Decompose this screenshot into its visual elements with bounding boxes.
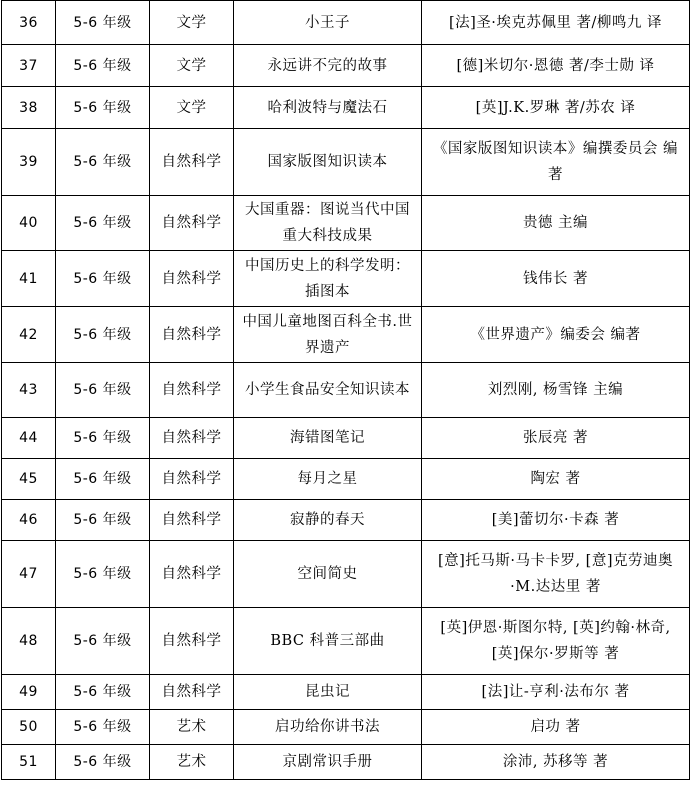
table-row xyxy=(2,251,690,307)
table-row xyxy=(2,541,690,608)
book-category: 文学 xyxy=(150,87,234,129)
book-number: 51 xyxy=(2,745,56,780)
book-title: 昆虫记 xyxy=(234,675,422,710)
book-grade: 5-6 年级 xyxy=(56,608,150,675)
book-grade: 5-6 年级 xyxy=(56,500,150,541)
book-category: 自然科学 xyxy=(150,129,234,196)
book-grade: 5-6 年级 xyxy=(56,1,150,45)
book-author: 贵德 主编 xyxy=(422,196,690,251)
book-category: 自然科学 xyxy=(150,363,234,418)
table-row xyxy=(2,363,690,418)
table-row xyxy=(2,307,690,363)
book-author: 《国家版图知识读本》编撰委员会 编著 xyxy=(422,129,690,196)
book-author: [法]让-亨利·法布尔 著 xyxy=(422,675,690,710)
book-list-table xyxy=(1,0,690,780)
book-grade: 5-6 年级 xyxy=(56,675,150,710)
book-author: 钱伟长 著 xyxy=(422,251,690,307)
book-title: 每月之星 xyxy=(234,459,422,500)
book-title: 永远讲不完的故事 xyxy=(234,45,422,87)
book-number: 48 xyxy=(2,608,56,675)
book-grade: 5-6 年级 xyxy=(56,129,150,196)
book-category: 艺术 xyxy=(150,745,234,780)
book-number: 40 xyxy=(2,196,56,251)
book-category: 自然科学 xyxy=(150,459,234,500)
book-author: 启功 著 xyxy=(422,710,690,745)
book-grade: 5-6 年级 xyxy=(56,745,150,780)
book-category: 文学 xyxy=(150,45,234,87)
table-row xyxy=(2,459,690,500)
book-title: 大国重器：图说当代中国重大科技成果 xyxy=(234,196,422,251)
table-row xyxy=(2,45,690,87)
book-author: [德]米切尔·恩德 著/李士勋 译 xyxy=(422,45,690,87)
book-grade: 5-6 年级 xyxy=(56,710,150,745)
book-title: 海错图笔记 xyxy=(234,418,422,459)
book-number: 49 xyxy=(2,675,56,710)
book-author: [意]托马斯·马卡卡罗, [意]克劳迪奥·M.达达里 著 xyxy=(422,541,690,608)
book-grade: 5-6 年级 xyxy=(56,541,150,608)
table-row xyxy=(2,1,690,45)
book-author: [法]圣·埃克苏佩里 著/柳鸣九 译 xyxy=(422,1,690,45)
book-number: 46 xyxy=(2,500,56,541)
table-row xyxy=(2,675,690,710)
book-title: 寂静的春天 xyxy=(234,500,422,541)
table-row xyxy=(2,196,690,251)
book-category: 文学 xyxy=(150,1,234,45)
book-author: 张辰亮 著 xyxy=(422,418,690,459)
table-row xyxy=(2,129,690,196)
book-grade: 5-6 年级 xyxy=(56,251,150,307)
book-category: 自然科学 xyxy=(150,500,234,541)
book-title: 启功给你讲书法 xyxy=(234,710,422,745)
book-author: [英]伊恩·斯图尔特, [英]约翰·林奇, [英]保尔·罗斯等 著 xyxy=(422,608,690,675)
book-author: 陶宏 著 xyxy=(422,459,690,500)
book-title: 小学生食品安全知识读本 xyxy=(234,363,422,418)
table-row xyxy=(2,500,690,541)
book-title: 中国历史上的科学发明：插图本 xyxy=(234,251,422,307)
book-grade: 5-6 年级 xyxy=(56,87,150,129)
book-number: 38 xyxy=(2,87,56,129)
book-title: BBC 科普三部曲 xyxy=(234,608,422,675)
book-number: 37 xyxy=(2,45,56,87)
book-number: 50 xyxy=(2,710,56,745)
book-category: 自然科学 xyxy=(150,196,234,251)
book-category: 艺术 xyxy=(150,710,234,745)
book-title: 哈利波特与魔法石 xyxy=(234,87,422,129)
book-author: 《世界遗产》编委会 编著 xyxy=(422,307,690,363)
book-author: [英]J.K.罗琳 著/苏农 译 xyxy=(422,87,690,129)
book-title: 国家版图知识读本 xyxy=(234,129,422,196)
book-category: 自然科学 xyxy=(150,307,234,363)
book-grade: 5-6 年级 xyxy=(56,418,150,459)
book-grade: 5-6 年级 xyxy=(56,307,150,363)
book-grade: 5-6 年级 xyxy=(56,45,150,87)
book-number: 45 xyxy=(2,459,56,500)
book-number: 44 xyxy=(2,418,56,459)
table-row xyxy=(2,745,690,780)
table-row xyxy=(2,87,690,129)
book-grade: 5-6 年级 xyxy=(56,363,150,418)
book-author: 刘烈刚, 杨雪锋 主编 xyxy=(422,363,690,418)
table-row xyxy=(2,608,690,675)
book-number: 42 xyxy=(2,307,56,363)
book-grade: 5-6 年级 xyxy=(56,459,150,500)
book-title: 京剧常识手册 xyxy=(234,745,422,780)
table-row xyxy=(2,710,690,745)
table-row xyxy=(2,418,690,459)
book-author: [美]蕾切尔·卡森 著 xyxy=(422,500,690,541)
book-category: 自然科学 xyxy=(150,541,234,608)
book-number: 47 xyxy=(2,541,56,608)
book-grade: 5-6 年级 xyxy=(56,196,150,251)
book-category: 自然科学 xyxy=(150,675,234,710)
book-number: 39 xyxy=(2,129,56,196)
book-category: 自然科学 xyxy=(150,608,234,675)
book-number: 43 xyxy=(2,363,56,418)
book-title: 小王子 xyxy=(234,1,422,45)
book-number: 36 xyxy=(2,1,56,45)
book-title: 空间简史 xyxy=(234,541,422,608)
book-title: 中国儿童地图百科全书.世界遗产 xyxy=(234,307,422,363)
book-category: 自然科学 xyxy=(150,418,234,459)
book-author: 涂沛, 苏移等 著 xyxy=(422,745,690,780)
book-number: 41 xyxy=(2,251,56,307)
book-category: 自然科学 xyxy=(150,251,234,307)
